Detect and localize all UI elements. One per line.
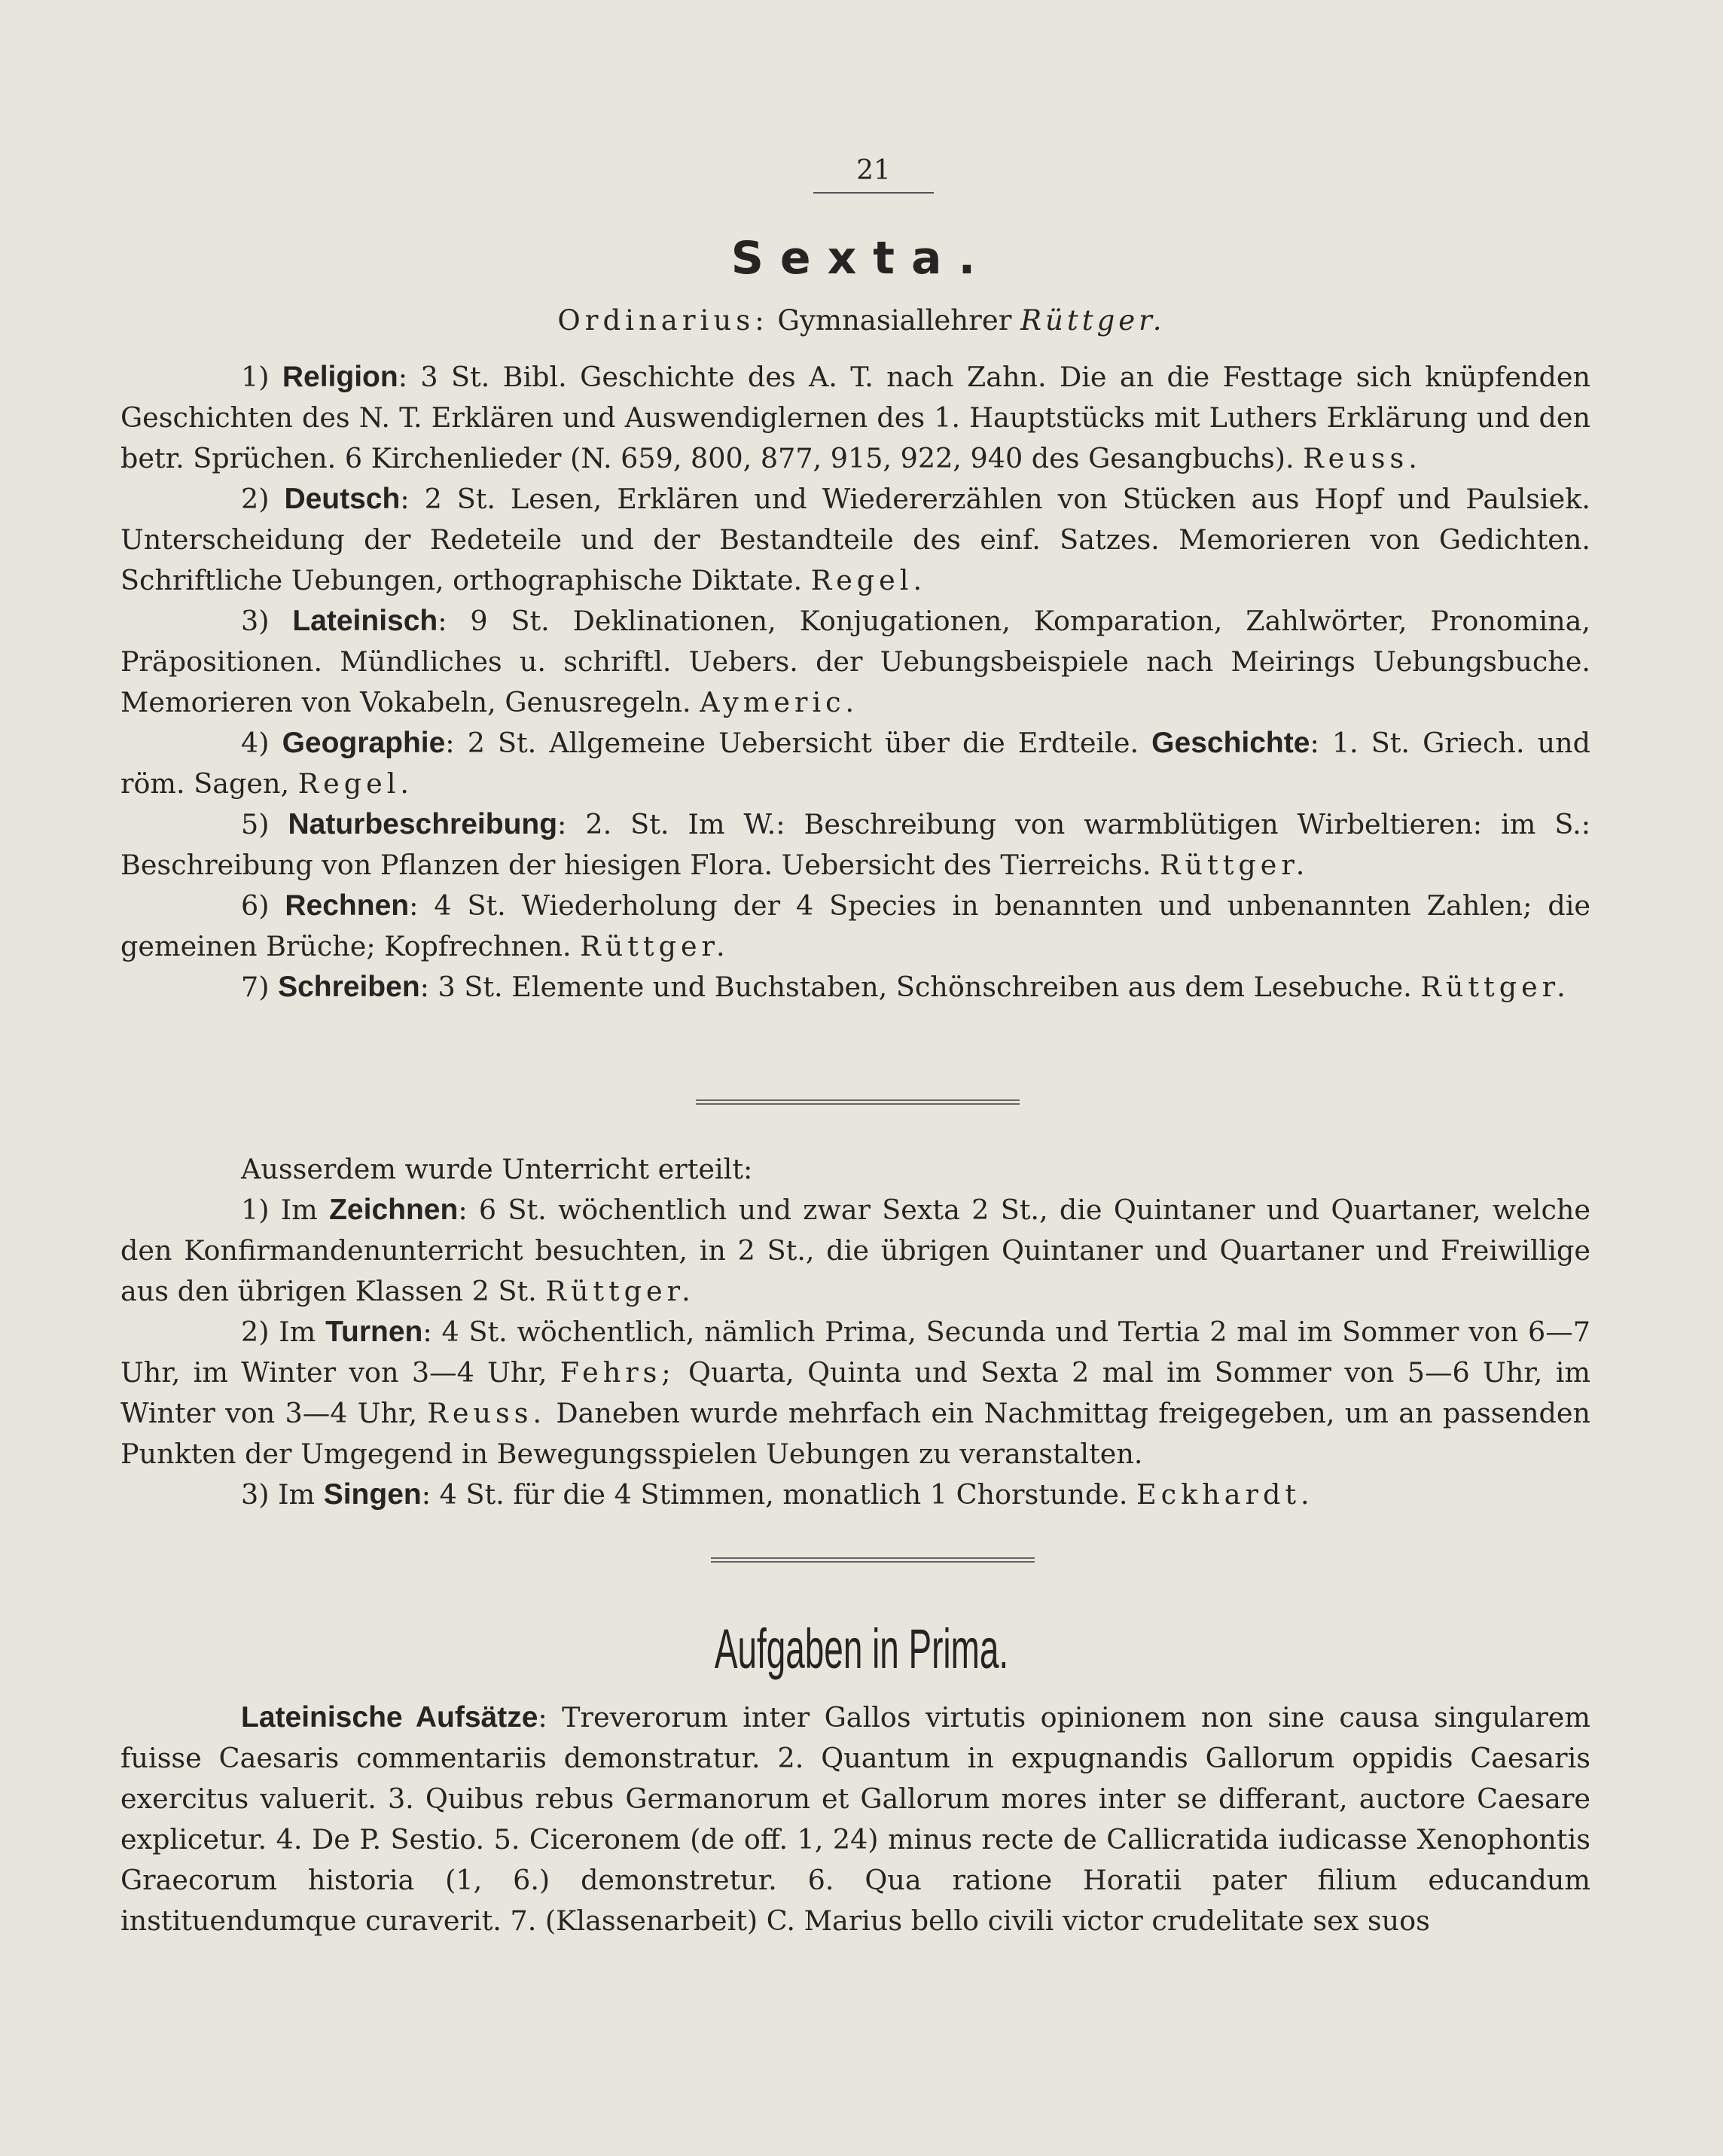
prima-section xyxy=(120,1697,1590,1941)
extra-instruction xyxy=(120,1149,1590,1515)
prima-paragraph: Lateinische Aufsätze: Treverorum inter Gallos virtutis opinionem non sine causa singularem fuisse Caesaris commentariis demonstratur. 2. Quantum in expugnandis Gallorum oppidis Caesaris exercitus valuerit. 3. Quibus rebus Germanorum et Gallorum mores inter se differant, auctore Caesare explicetur. 4. De P. Sestio. 5. Ciceronem (de off. 1, 24) minus recte de Callicratida iudicasse Xenophontis Graecorum historia (1, 6.) demonstretur. 6. Qua ratione Horatii pater filium educandum instituendumque curaverit. 7. (Klassenarbeit) C. Marius bello civili victor crudelitate sex suos xyxy=(120,1701,1591,1937)
subject-name: Naturbeschreibung xyxy=(288,808,558,840)
subject-name: Deutsch xyxy=(284,483,401,515)
subject-name: Religion xyxy=(282,361,398,393)
teacher-name: Reuss. xyxy=(427,1397,547,1429)
subject-paragraph: 6) Rechnen: 4 St. Wiederholung der 4 Species in benannten und unbenannten Zahlen; die gemeinen Brüche; Kopfrechnen. Rüttger. xyxy=(120,889,1590,962)
teacher-name: Rüttger. xyxy=(1160,849,1310,881)
subject-paragraph: 5) Naturbeschreibung: 2. St. Im W.: Beschreibung von warmblütigen Wirbeltieren: im S.: Beschreibung von Pflanzen der hiesigen Flora. Uebersicht des Tierreichs. Rüttger. xyxy=(120,808,1590,881)
teacher-name: Eckhardt. xyxy=(1136,1478,1314,1511)
extra-paragraph: 3) Im Singen: 4 St. für die 4 Stimmen, monatlich 1 Chorstunde. Eckhardt. xyxy=(241,1478,1314,1511)
divider-rule xyxy=(696,1099,1020,1105)
page-number: 21 xyxy=(813,154,934,194)
teacher-name: Fehrs; xyxy=(560,1356,675,1389)
section-title-sexta: Sexta. xyxy=(730,232,993,285)
subject-name: Turnen xyxy=(325,1316,423,1348)
subject-name: Schreiben xyxy=(278,971,420,1003)
prima-label: Lateinische Aufsätze xyxy=(241,1701,538,1734)
section-title-prima: Aufgaben in Prima. xyxy=(714,1618,1009,1680)
subject-name: Geographie xyxy=(282,727,446,759)
extra-intro: Ausserdem wurde Unterricht erteilt: xyxy=(241,1153,753,1185)
teacher-name: Aymeric. xyxy=(700,686,859,718)
ordinarius-line xyxy=(0,304,1723,337)
subject-name: Lateinisch xyxy=(292,605,438,637)
teacher-name: Rüttger. xyxy=(545,1275,695,1307)
subject-paragraph: 3) Lateinisch: 9 St. Deklinationen, Konjugationen, Komparation, Zahlwörter, Pronomina, Präpositionen. Mündliches u. schriftl. Uebers. der Uebungsbeispiele nach Meirings Uebungsbuche. Memorieren von Vokabeln, Genusregeln. Aymeric. xyxy=(120,605,1590,718)
teacher-name: Reuss. xyxy=(1303,442,1422,474)
subject-list xyxy=(120,357,1590,1008)
teacher-name: Rüttger. xyxy=(1420,971,1570,1003)
subject-paragraph: 2) Deutsch: 2 St. Lesen, Erklären und Wiedererzählen von Stücken aus Hopf und Paulsiek. Unterscheidung der Redeteile und der Bestandteile des einf. Satzes. Memorieren von Gedichten. Schriftliche Uebungen, orthographische Diktate. Regel. xyxy=(120,483,1590,596)
extra-paragraph: 2) Im Turnen: 4 St. wöchentlich, nämlich Prima, Secunda und Tertia 2 mal im Sommer von 6—7 Uhr, im Winter von 3—4 Uhr, Fehrs; Quarta, Quinta und Sexta 2 mal im Sommer von 5—6 Uhr, im Winter von 3—4 Uhr, Reuss. Daneben wurde mehrfach ein Nachmittag freigegeben, um an passenden Punkten der Umgegend in Bewegungsspielen Uebungen zu veranstalten. xyxy=(120,1316,1591,1470)
subject-paragraph: 7) Schreiben: 3 St. Elemente und Buchstaben, Schönschreiben aus dem Lesebuche. Rüttger. xyxy=(241,971,1570,1003)
extra-paragraph: 1) Im Zeichnen: 6 St. wöchentlich und zwar Sexta 2 St., die Quintaner und Quartaner, welche den Konfirmandenunterricht besuchten, in 2 St., die übrigen Quintaner und Quartaner und Freiwillige aus den übrigen Klassen 2 St. Rüttger. xyxy=(120,1194,1590,1307)
ordinarius-label: Ordinarius: xyxy=(557,304,769,337)
ordinarius-rank: Gymnasiallehrer xyxy=(777,304,1012,337)
teacher-name: Regel. xyxy=(810,564,927,596)
ordinarius-name: Rüttger. xyxy=(1020,304,1166,337)
subject-name: Geschichte xyxy=(1151,727,1310,759)
subject-paragraph: 1) Religion: 3 St. Bibl. Geschichte des A. T. nach Zahn. Die an die Festtage sich knüpfenden Geschichten des N. T. Erklären und Auswendiglernen des 1. Hauptstücks mit Luthers Erklärung und den betr. Sprüchen. 6 Kirchenlieder (N. 659, 800, 877, 915, 922, 940 des Gesangbuchs). Reuss. xyxy=(120,361,1590,474)
divider-rule xyxy=(711,1557,1035,1563)
subject-name: Zeichnen xyxy=(329,1194,459,1226)
teacher-name: Rüttger. xyxy=(580,930,730,962)
subject-name: Singen xyxy=(323,1478,422,1511)
subject-paragraph: 4) Geographie: 2 St. Allgemeine Uebersicht über die Erdteile. Geschichte: 1. St. Griech. und röm. Sagen, Regel. xyxy=(120,727,1591,800)
subject-name: Rechnen xyxy=(285,889,410,922)
teacher-name: Regel. xyxy=(297,767,414,800)
